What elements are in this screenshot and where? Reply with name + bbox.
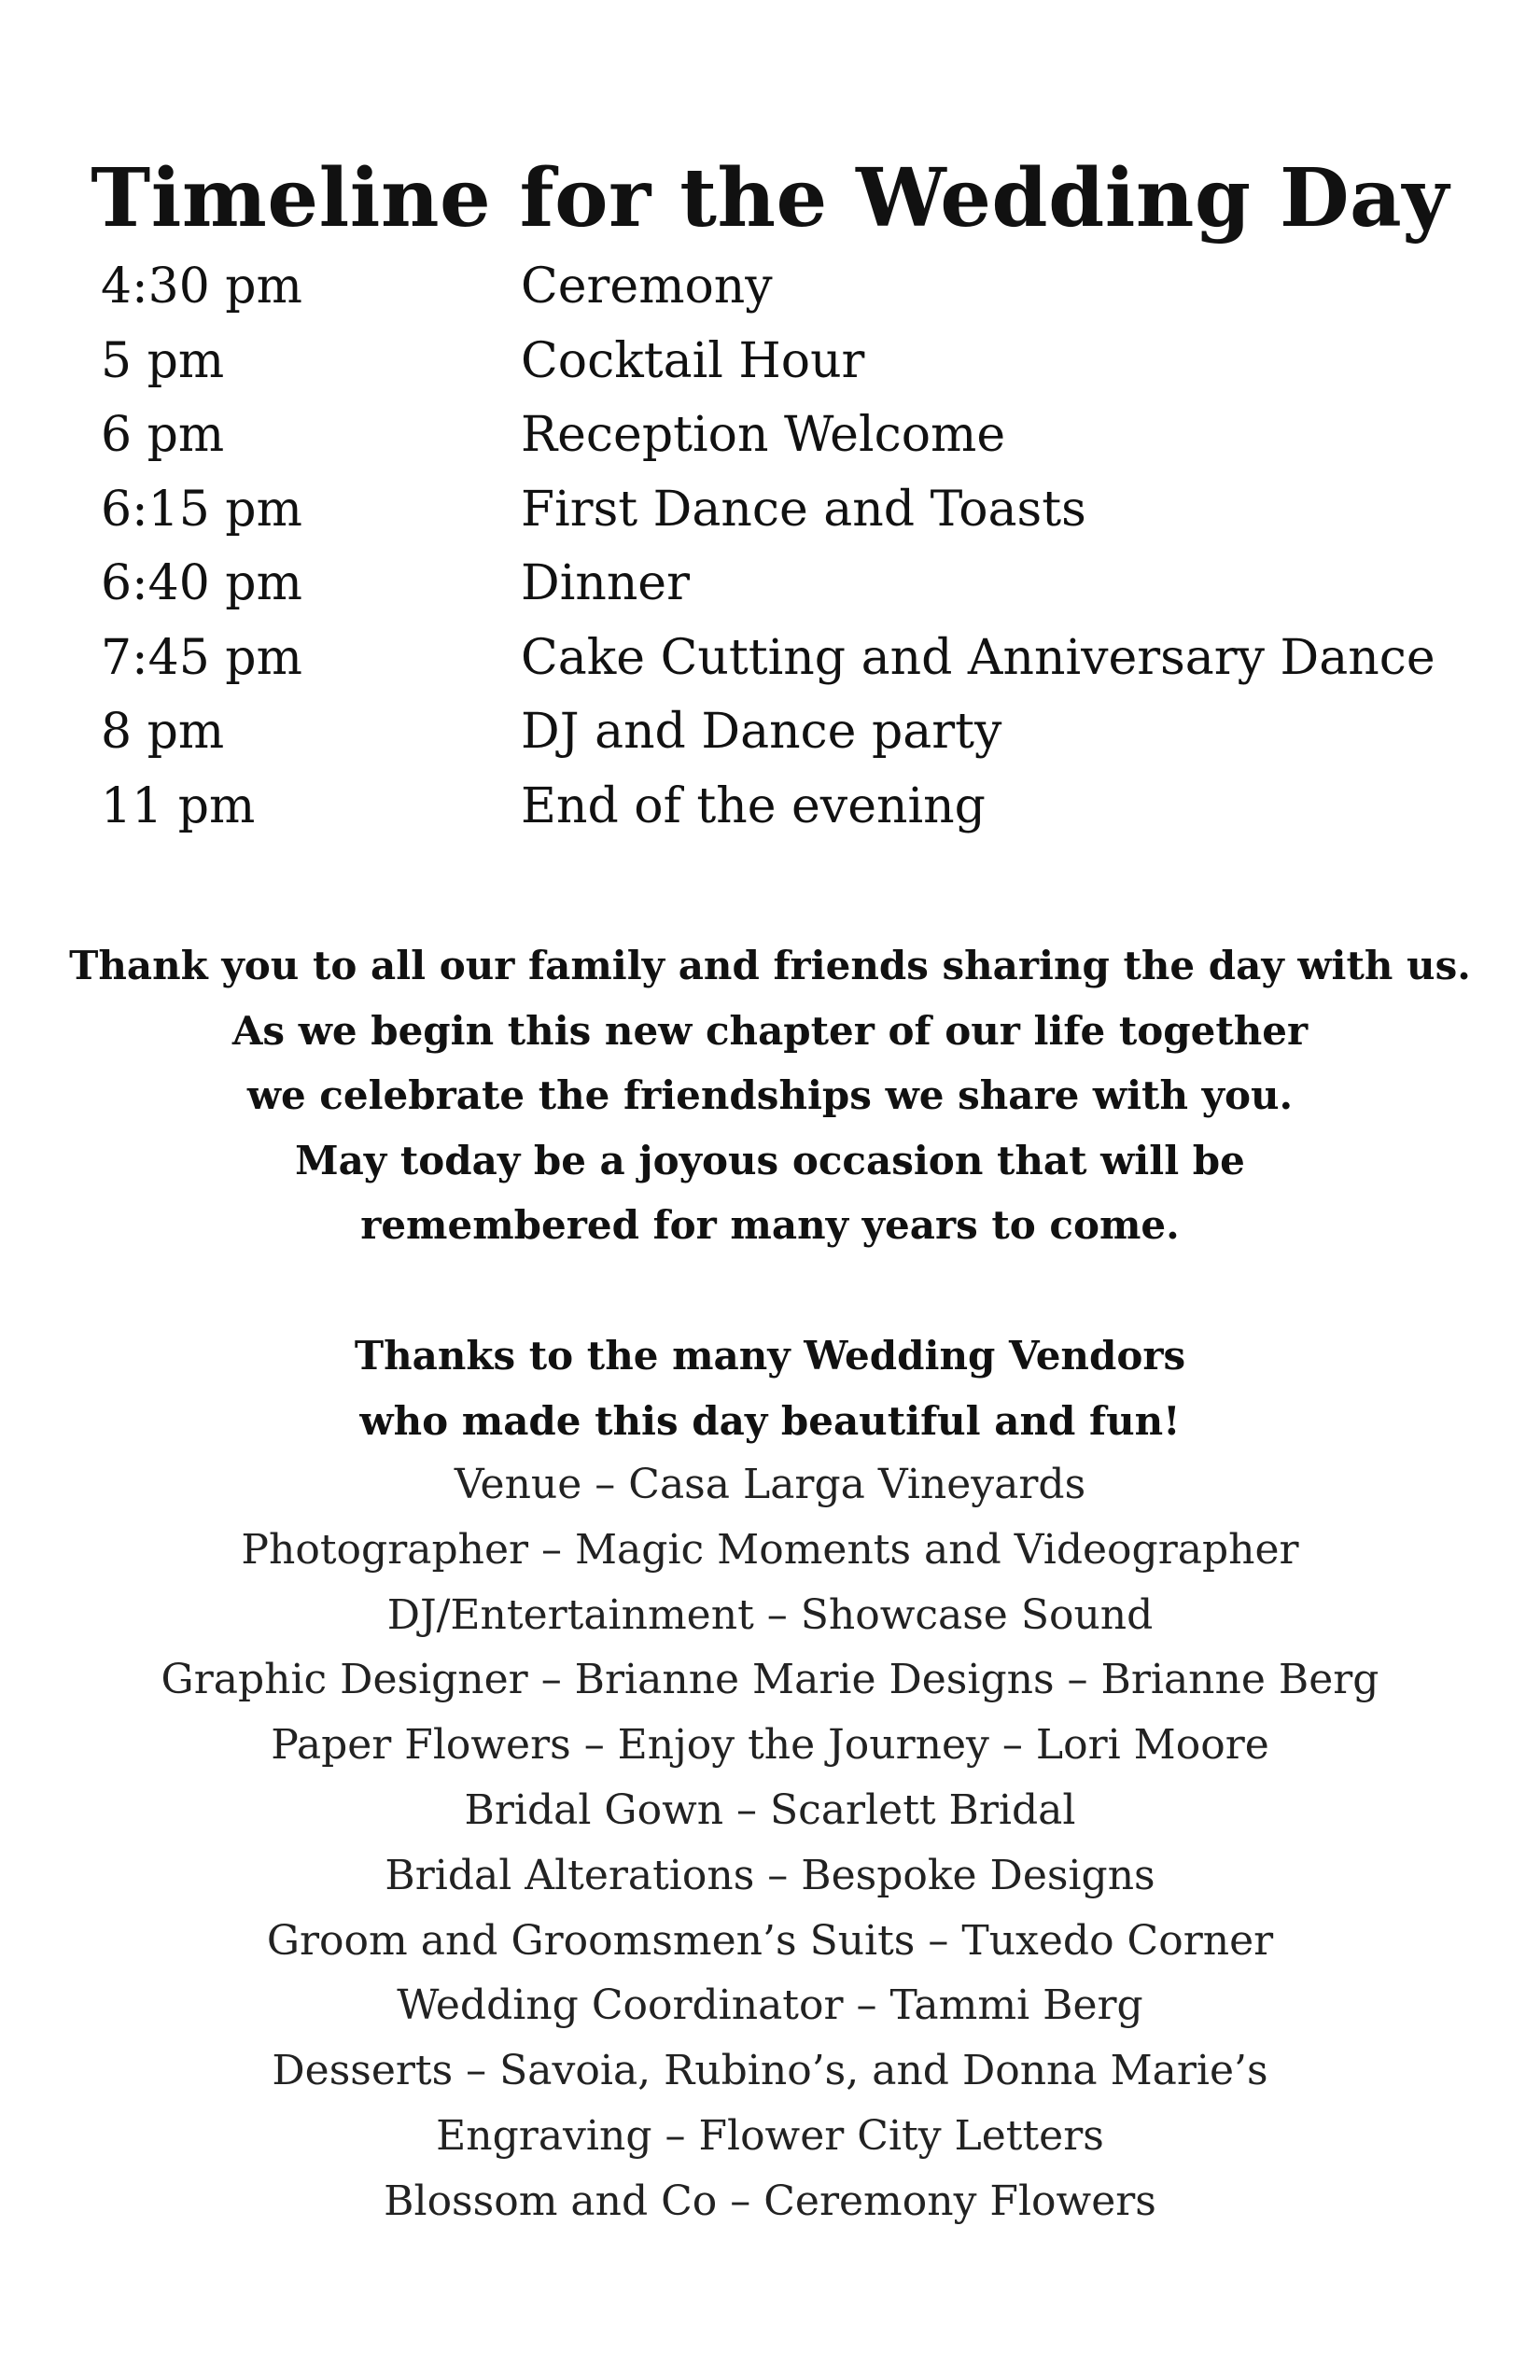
vendor-item: Wedding Coordinator – Tammi Berg: [397, 1981, 1143, 2030]
timeline-time: 4:30 pm: [101, 259, 302, 315]
timeline-event: Cake Cutting and Anniversary Dance: [521, 629, 1435, 686]
timeline-time: 8 pm: [101, 704, 225, 760]
vendor-item: Groom and Groomsmen’s Suits – Tuxedo Corner: [266, 1916, 1274, 1965]
timeline-event: Cocktail Hour: [521, 332, 865, 389]
vendor-item: Paper Flowers – Enjoy the Journey – Lori Moore: [271, 1721, 1269, 1770]
vendor-item: Engraving – Flower City Letters: [436, 2111, 1104, 2160]
timeline-time: 5 pm: [101, 332, 225, 389]
timeline-time: 6:15 pm: [101, 481, 302, 538]
timeline-row: [101, 622, 1482, 696]
timeline-event: First Dance and Toasts: [521, 481, 1086, 538]
timeline-event: End of the evening: [521, 777, 986, 834]
page-title: Timeline for the Wedding Day: [91, 150, 1449, 245]
timeline-event: DJ and Dance party: [521, 704, 1002, 760]
timeline-event: Dinner: [521, 555, 690, 611]
vendor-item: Graphic Designer – Brianne Marie Designs – Brianne Berg: [161, 1656, 1379, 1704]
vendor-item: Photographer – Magic Moments and Videographer: [241, 1525, 1299, 1574]
timeline-row: [101, 473, 1482, 548]
thank-you-line: we celebrate the friendships we share with you.: [246, 1072, 1294, 1118]
timeline-row: [101, 695, 1482, 770]
thank-you-line: May today be a joyous occasion that will be: [295, 1137, 1245, 1183]
timeline-row: [101, 399, 1482, 473]
vendor-item: Desserts – Savoia, Rubino’s, and Donna Marie’s: [272, 2047, 1268, 2095]
thank-you-line: As we begin this new chapter of our life together: [231, 1007, 1309, 1054]
vendor-item: Blossom and Co – Ceremony Flowers: [384, 2177, 1156, 2225]
timeline-row: [101, 250, 1482, 325]
vendor-item: Bridal Gown – Scarlett Bridal: [464, 1785, 1076, 1834]
vendor-item: Bridal Alterations – Bespoke Designs: [385, 1851, 1155, 1899]
thank-you-line: remembered for many years to come.: [360, 1202, 1180, 1248]
timeline-time: 6 pm: [101, 407, 225, 463]
vendors-heading-line: Thanks to the many Wedding Vendors: [354, 1333, 1186, 1379]
vendor-list: [0, 1452, 1540, 2234]
timeline-list: [101, 250, 1482, 844]
vendor-item: Venue – Casa Larga Vineyards: [454, 1461, 1086, 1508]
timeline-event: Ceremony: [521, 259, 773, 315]
timeline-time: 11 pm: [101, 777, 256, 834]
vendors-heading-line: who made this day beautiful and fun!: [359, 1397, 1181, 1444]
timeline-row: [101, 547, 1482, 622]
timeline-time: 6:40 pm: [101, 555, 302, 611]
vendor-item: DJ/Entertainment – Showcase Sound: [386, 1590, 1154, 1639]
vendors-heading: [0, 1323, 1540, 1453]
timeline-time: 7:45 pm: [101, 629, 302, 686]
timeline-row: [101, 325, 1482, 399]
thank-you-line: Thank you to all our family and friends sharing the day with us.: [69, 943, 1471, 988]
thank-you-message: [0, 933, 1540, 1258]
timeline-row: [101, 770, 1482, 845]
timeline-event: Reception Welcome: [521, 407, 1006, 463]
